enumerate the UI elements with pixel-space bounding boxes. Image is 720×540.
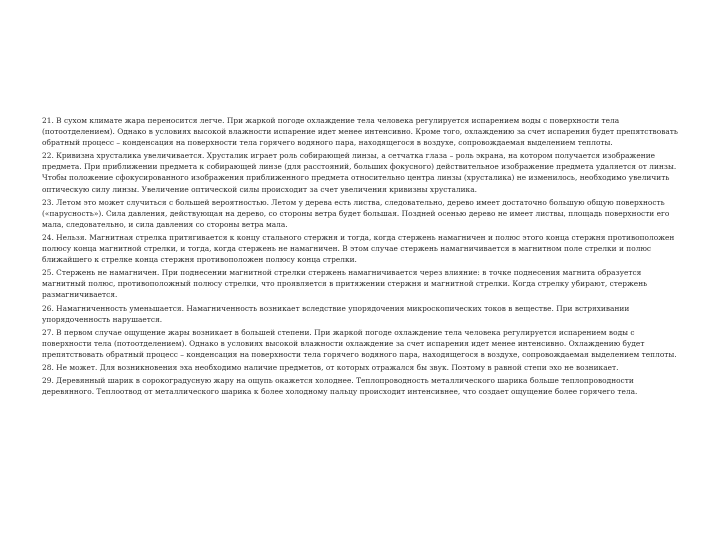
answer-28: 28. Не может. Для возникновения эха необходимо наличие предметов, от которых отражался бы звук. Поэтому в равной степи эхо не возникает.: [42, 362, 619, 372]
answer-21: 21. В сухом климате жара переносится легче. При жаркой погоде охлаждение тела человека регулируется испарением воды с поверхности тела (потоотделением). Однако в условиях высокой влажности испарение идет менее интенсивно. Кроме того, охлаждению за счет испарения будет препятствовать обратный процесс – конденсация на поверхности тела горячего водяного пара, находящегося в воздухе, сопровождаемая выделением теплоты.: [42, 116, 678, 148]
answer-22: 22. Кривизна хрусталика увеличивается. Хрусталик играет роль собирающей линзы, а сетчатка глаза – роль экрана, на котором получается изображение предмета. При приближении предмета к собирающей линзе (для расстояний, больших фокусного) действительное изображение предмета удаляется от линзы. Чтобы положение сфокусированного изображения приближенного предмета относительно центра линзы (хрусталика) не изменилось, необходимо увеличить оптическую силу линзы. Увеличение оптической силы происходит за счет увеличения кривизны хрусталика.: [42, 151, 677, 194]
answer-24: 24. Нельзя. Магнитная стрелка притягивается к концу стального стержня и тогда, когда стержень намагничен и полюс этого конца стержня противоположен полюсу конца магнитной стрелки, и тогда, когда стержень не намагничен. В этом случае стержень намагничивается в магнитном поле стрелки и полюс ближайшего к стрелке конца стержня противоположен полюсу конца стрелки.: [42, 232, 675, 265]
answer-27: 27. В первом случае ощущение жары возникает в большей степени. При жаркой погоде охлаждение тела человека регулируется испарением воды с поверхности тела (потоотделением). Однако в условиях высокой влажности охлаждение за счет испарения идет менее интенсивно. Охлаждению будет препятствовать обратный процесс – конденсация на поверхности тела горячего водяного пара, находящегося в воздухе, сопровождаемая выделением теплоты.: [42, 327, 677, 359]
answer-29: 29. Деревянный шарик в сорокоградусную жару на ощупь окажется холоднее. Теплопроводность металлического шарика больше теплопроводности деревянного. Теплоотвод от металлического шарика к более холодному пальцу происходит интенсивнее, что создает ощущение более горячего тела.: [42, 376, 638, 397]
answer-page: [42, 115, 682, 399]
answer-26: 26. Намагниченность уменьшается. Намагниченность возникает вследствие упорядочения микроскопических токов в веществе. При встряхивании упорядоченность нарушается.: [42, 303, 630, 324]
answer-25: 25. Стержень не намагничен. При поднесении магнитной стрелки стержень намагничивается через влияние: в точке поднесения магнита образуется магнитный полюс, противоположный полюсу стрелки, что проявляется в притяжении стержня и магнитной стрелки. Когда стрелку убирают, стержень размагничивается.: [42, 268, 648, 300]
answer-23: 23. Летом это может случиться с большей вероятностью. Летом у дерева есть листва, следовательно, дерево имеет достаточно большую общую поверхность («парусность»). Сила давления, действующая на дерево, со стороны ветра будет большая. Поздней осенью дерево не имеет листвы, площадь поверхности его мала, следовательно, и сила давления со стороны ветра мала.: [42, 197, 670, 229]
